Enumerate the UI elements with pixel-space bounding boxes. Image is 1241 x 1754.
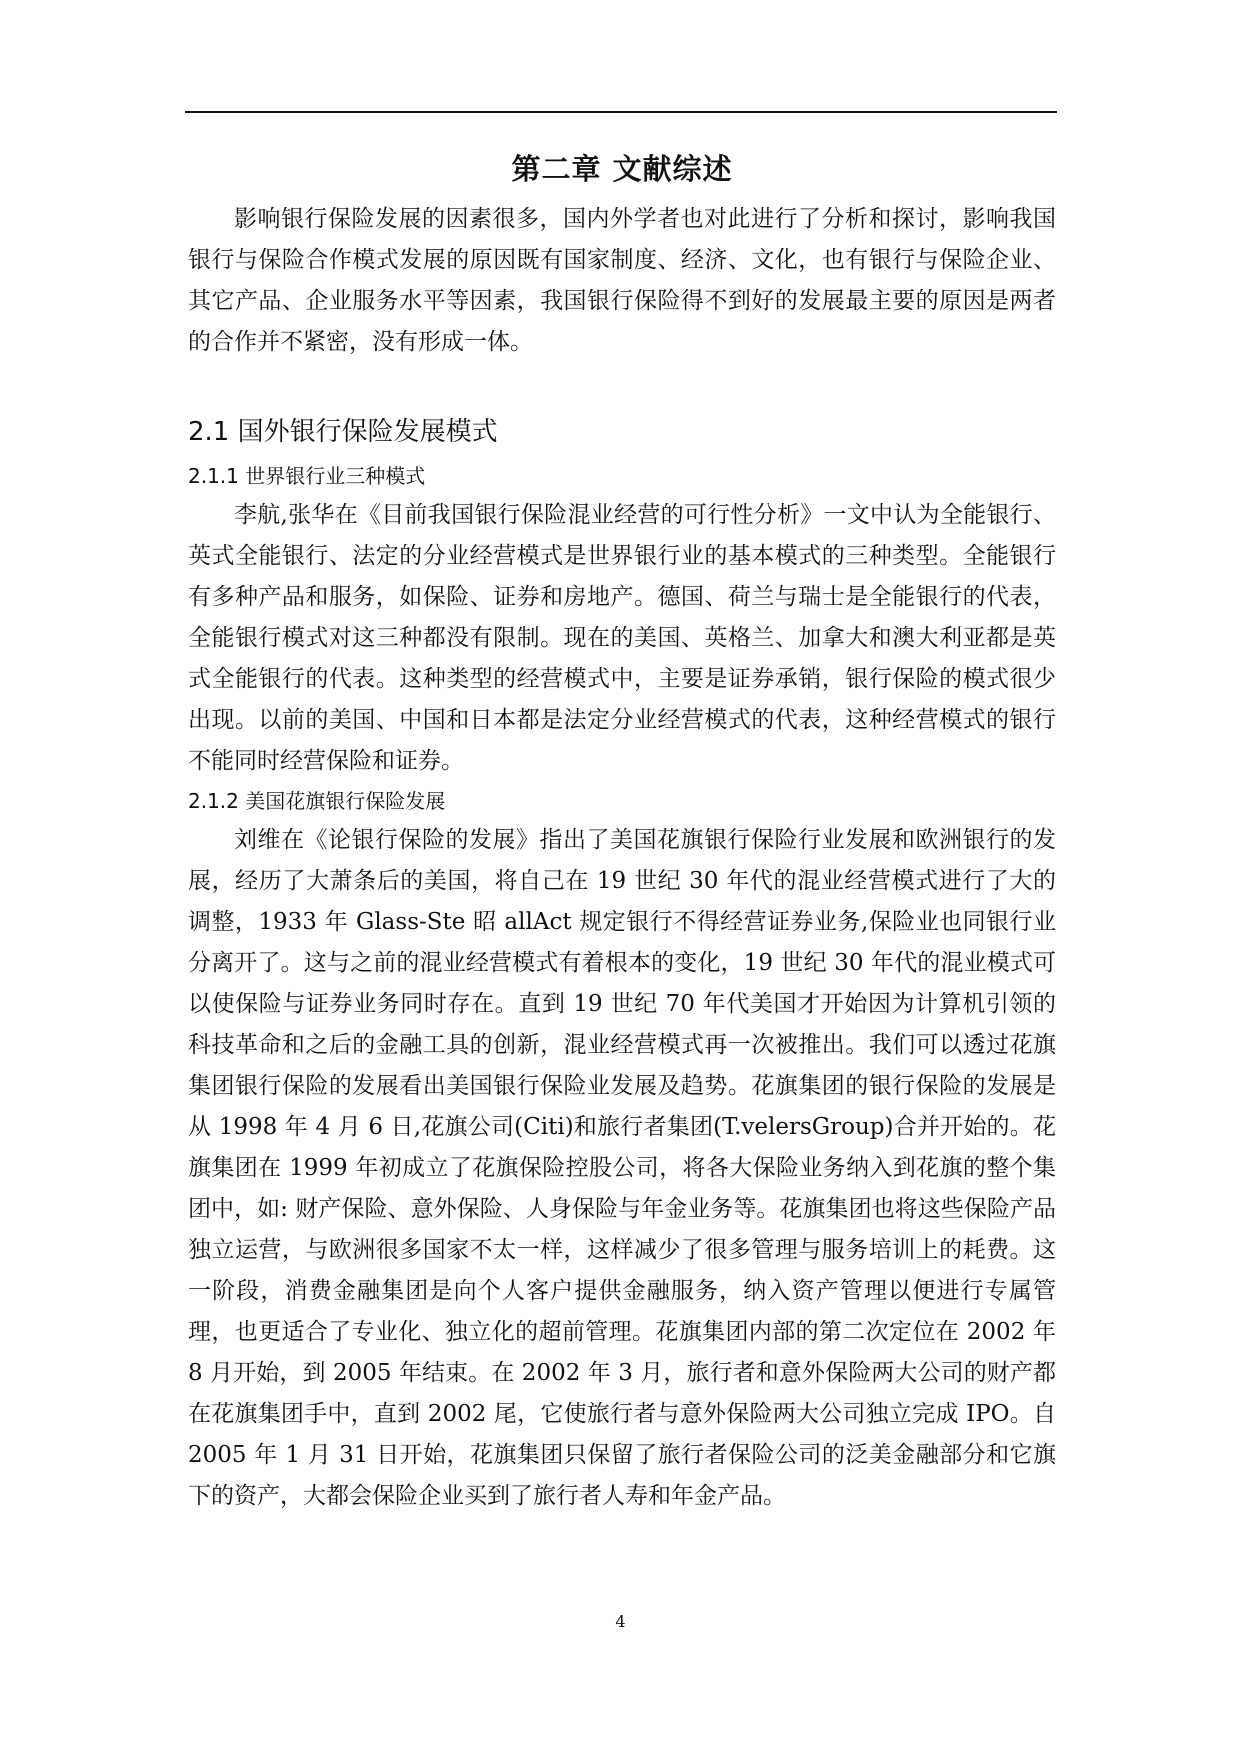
subsection-2-1-1-paragraph: 李航,张华在《目前我国银行保险混业经营的可行性分析》一文中认为全能银行、英式全能银行、法定的分业经营模式是世界银行业的基本模式的三种类型。全能银行有多种产品和服务，如保险、证券和房地产。德国、荷兰与瑞士是全能银行的代表，全能银行模式对这三种都没有限制。现在的美国、英格兰、加拿大和澳大利亚都是英式全能银行的代表。这种类型的经营模式中，主要是证券承销，银行保险的模式很少出现。以前的美国、中国和日本都是法定分业经营模式的代表，这种经营模式的银行不能同时经营保险和证券。 [188, 502, 1056, 774]
subsection-2-1-2-paragraph: 刘维在《论银行保险的发展》指出了美国花旗银行保险行业发展和欧洲银行的发展，经历了大萧条后的美国，将自己在 19 世纪 30 年代的混业经营模式进行了大的调整，1933 年 Glass-Ste 昭 allAct 规定银行不得经营证券业务,保险业也同银行业分离开了。这与之前的混业经营模式有着根本的变化，19 世纪 30 年代的混业模式可以使保险与证券业务同时存在。直到 19 世纪 70 年代美国才开始因为计算机引领的科技革命和之后的金融工具的创新，混业经营模式再一次被推出。我们可以透过花旗集团银行保险的发展看出美国银行保险业发展及趋势。花旗集团的银行保险的发展是从 1998 年 4 月 6 日,花旗公司(Citi)和旅行者集团(T.velersGroup)合并开始的。花旗集团在 1999 年初成立了花旗保险控股公司，将各大保险业务纳入到花旗的整个集团中，如: 财产保险、意外保险、人身保险与年金业务等。花旗集团也将这些保险产品独立运营，与欧洲很多国家不太一样，这样减少了很多管理与服务培训上的耗费。这一阶段，消费金融集团是向个人客户提供金融服务，纳入资产管理以便进行专属管理，也更适合了专业化、独立化的超前管理。花旗集团内部的第二次定位在 2002 年 8 月开始，到 2005 年结束。在 2002 年 3 月，旅行者和意外保险两大公司的财产都在花旗集团手中，直到 2002 尾，它使旅行者与意外保险两大公司独立完成 IPO。自 2005 年 1 月 31 日开始，花旗集团只保留了旅行者保险公司的泛美金融部分和它旗下的资产，大都会保险企业买到了旅行者人寿和年金产品。 [188, 827, 1056, 1509]
chapter-intro-paragraph: 影响银行保险发展的因素很多，国内外学者也对此进行了分析和探讨，影响我国银行与保险合作模式发展的原因既有国家制度、经济、文化，也有银行与保险企业、其它产品、企业服务水平等因素，我国银行保险得不到好的发展最主要的原因是两者的合作并不紧密，没有形成一体。 [188, 206, 1056, 355]
subsection-heading-2-1-1: 2.1.1 世界银行业三种模式 [188, 464, 426, 488]
chapter-title: 第二章 文献综述 [511, 152, 733, 186]
subsection-heading-2-1-2: 2.1.2 美国花旗银行保险发展 [188, 789, 446, 813]
page-number: 4 [615, 1612, 626, 1631]
page-content [188, 145, 1056, 1517]
header-rule [185, 111, 1057, 113]
section-heading-2-1: 2.1 国外银行保险发展模式 [188, 417, 498, 447]
